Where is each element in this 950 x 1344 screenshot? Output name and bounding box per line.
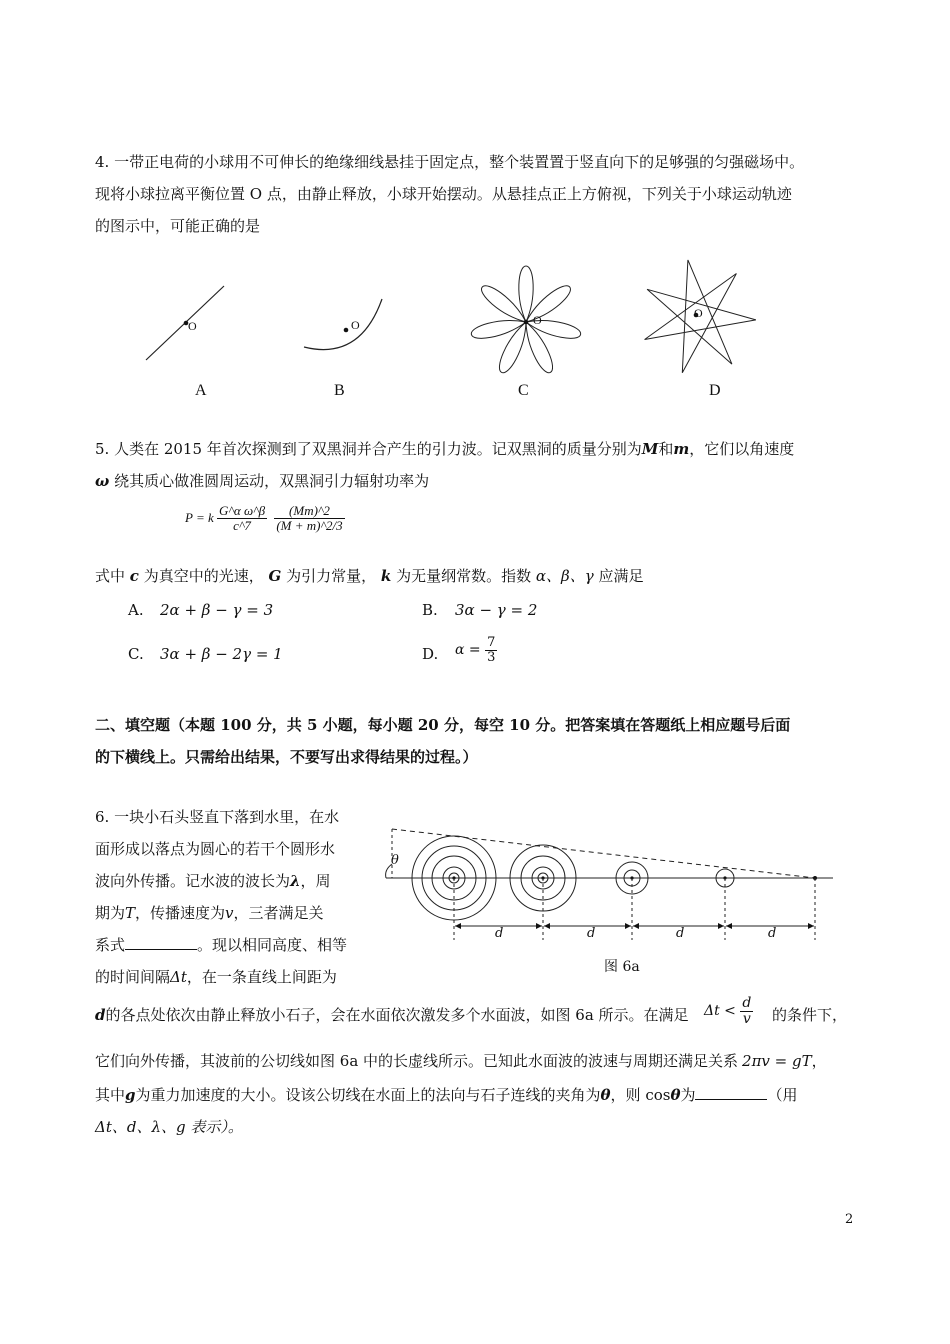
q4-figure-c [468, 262, 588, 382]
q5-var-c: c [129, 567, 139, 585]
q6-text: ，传播速度为 [135, 904, 226, 922]
q6-text: 。现以相同高度、相等 [197, 936, 348, 954]
q6-text: ，三者满足关 [233, 904, 324, 922]
q4-option-b-label: B [334, 382, 345, 399]
q4-a-point-label: O [188, 319, 197, 333]
q5-option-a: 2α + β − γ = 3 [160, 601, 274, 619]
arrow-right [536, 923, 542, 929]
q6-text: 为重力加速度的大小。设该公切线在水面上的法向与石子连线的夹角为 [135, 1086, 601, 1104]
q6-relation: 2πv = gT [742, 1052, 812, 1070]
condition-lhs: Δt < [704, 1003, 736, 1020]
figure-d-label-2: d [587, 926, 596, 941]
q4-d-point-label: O [694, 306, 703, 320]
page-number: 2 [845, 1212, 854, 1227]
q6-var-T: T [125, 904, 136, 922]
figure-d-label-4: d [768, 926, 777, 941]
q5-text: 应满足 [598, 567, 644, 585]
q5-text: ，它们以角速度 [689, 440, 795, 458]
q5-text: 式中 [95, 567, 126, 585]
arrow-right [718, 923, 724, 929]
q5-var-M: M [641, 440, 659, 458]
condition-den: v [742, 1010, 751, 1027]
q6-line-5 [95, 938, 347, 953]
figure-caption: 图 6a [604, 959, 640, 975]
q5-line-2 [95, 474, 429, 489]
q6-line-6 [95, 970, 337, 985]
q6-line-1: 6. 一块小石头竖直下落到水里，在水 [95, 808, 340, 826]
q6-line-4 [95, 906, 324, 921]
q6-condition [704, 996, 753, 1026]
q5-text: 为无量纲常数。指数 [396, 567, 532, 585]
figure-d-label-3: d [676, 926, 685, 941]
q6-line-9 [95, 1088, 798, 1103]
q4-option-a-label: A [195, 382, 207, 399]
q5-var-m: m [673, 440, 690, 458]
q5-option-a-label: A. [128, 601, 144, 619]
answer-blank-2[interactable] [695, 1099, 767, 1100]
q6-text: 其中 [95, 1086, 126, 1104]
q5-option-d [455, 636, 497, 664]
petal-outline [495, 319, 532, 376]
figure-theta-label: θ [391, 853, 399, 868]
section2-line-1: 二、填空题（本题 100 分，共 5 小题，每小题 20 分，每空 10 分。把答案填在答题纸上相应题号后面 [95, 716, 791, 734]
q5-line-3 [95, 569, 643, 584]
q5-var-k: k [380, 567, 392, 585]
q6-text: 的时间间隔 [95, 968, 171, 986]
arrow-right [808, 923, 814, 929]
q5-var-omega: ω [95, 472, 110, 490]
q5-exponents: α、β、γ [535, 567, 594, 585]
q6-text: ， [811, 1052, 827, 1070]
q6-var-d: d [95, 1006, 106, 1024]
q5-text: 5. 人类在 2015 年首次探测到了双黑洞并合产生的引力波。记双黑洞的质量分别为 [95, 440, 642, 458]
q6-text: 的各点处依次由静止释放小石子，会在水面依次激发多个水面波，如图 6a 所示。在满足 [105, 1006, 689, 1024]
q4-line-2: 现将小球拉离平衡位置 O 点，由静止释放，小球开始摆动。从悬挂点正上方俯视，下列关于小球运动轨迹 [95, 185, 792, 203]
q6-text: 为 [680, 1086, 696, 1104]
q6-text: （用 [767, 1086, 798, 1104]
formula-num-2: (Mm)^2 [274, 504, 344, 519]
q6-text: 波向外传播。记水波的波长为 [95, 872, 291, 890]
q5-text: 和 [658, 440, 674, 458]
option-d-num: 7 [487, 635, 496, 650]
formula-den-2: (M + m)^2/3 [276, 517, 343, 533]
q6-text: 它们向外传播，其波前的公切线如图 6a 中的长虚线所示。已知此水面波的波速与周期还满足关系 [95, 1052, 739, 1070]
q5-option-d-label: D. [422, 645, 439, 663]
q6-line-7-end: 的条件下， [772, 1006, 848, 1024]
q6-text: ，则 cos [610, 1086, 671, 1104]
q6-line-8 [95, 1054, 827, 1069]
q5-text: 为真空中的光速， [143, 567, 264, 585]
q6-var-theta: θ [670, 1086, 681, 1104]
q5-option-c-label: C. [128, 645, 144, 663]
figure-d-label-1: d [495, 926, 504, 941]
arrow-left [544, 923, 550, 929]
section2-line-2: 的下横线上。只需给出结果，不要写出求得结果的过程。） [95, 748, 478, 766]
q5-line-1 [95, 442, 794, 457]
flower-center-dot [524, 320, 529, 325]
flower-petal [495, 319, 532, 376]
q6-line-10: Δt、d、λ、g 表示）。 [95, 1118, 243, 1136]
option-d-lhs: α = [455, 642, 481, 659]
q5-formula [185, 504, 345, 532]
q4-line-1: 4. 一带正电荷的小球用不可伸长的绝缘细线悬挂于固定点，整个装置置于竖直向下的足够强的匀强磁场中。 [95, 153, 805, 171]
q4-option-d-label: D [709, 382, 721, 399]
arrow-left [633, 923, 639, 929]
q4-b-point-label: O [351, 318, 360, 332]
formula-num-1: G^α ω^β [219, 503, 266, 518]
condition-fraction [740, 996, 753, 1026]
q6-var-theta: θ [600, 1086, 611, 1104]
arrow-right [625, 923, 631, 929]
q6-var-v: v [225, 904, 234, 922]
answer-blank-1[interactable] [125, 949, 197, 950]
option-d-fraction [485, 636, 497, 664]
q6-line-3 [95, 874, 331, 889]
q6-text: 系式 [95, 936, 126, 954]
q4-option-c-label: C [518, 382, 529, 399]
condition-num: d [742, 995, 752, 1011]
formula-fraction-2 [274, 504, 344, 532]
q6-line-2: 面形成以落点为圆心的若干个圆形水 [95, 840, 336, 858]
q5-var-G: G [268, 567, 282, 585]
q6-text: ，周 [300, 872, 331, 890]
q4-c-point-label: O [533, 313, 542, 327]
q5-option-c: 3α + β − 2γ = 1 [160, 645, 283, 663]
q5-text: 为引力常量， [286, 567, 377, 585]
q4-figure-a [140, 282, 230, 364]
q6-var-g: g [125, 1086, 136, 1104]
q4-line-3: 的图示中，可能正确的是 [95, 217, 261, 235]
option-d-den: 3 [487, 649, 496, 665]
formula-den-1: c^7 [233, 517, 251, 533]
q5-option-b: 3α − γ = 2 [455, 601, 538, 619]
formula-fraction-1 [217, 504, 267, 532]
q6-text: 期为 [95, 904, 126, 922]
q6-text: ，在一条直线上间距为 [186, 968, 337, 986]
q5-option-b-label: B. [422, 601, 438, 619]
q5-text: 绕其质心做准圆周运动，双黑洞引力辐射功率为 [114, 472, 430, 490]
arrow-left [726, 923, 732, 929]
formula-lhs: P = k [185, 510, 214, 526]
q6-line-7 [95, 1008, 689, 1023]
distance-markers [454, 878, 815, 940]
q4-figure-b [300, 295, 390, 357]
q6-var-lambda: λ [290, 872, 301, 890]
q6-var-dt: Δt [170, 968, 187, 986]
arrow-left [455, 923, 461, 929]
